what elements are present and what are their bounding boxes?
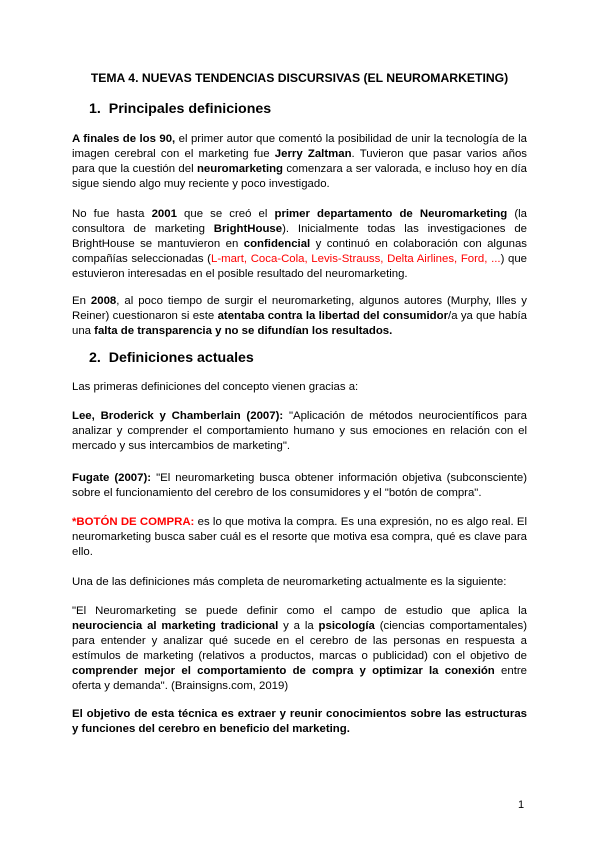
section-2-number: 2. (89, 350, 101, 366)
companies-list: L-mart, Coca-Cola, Levis-Strauss, Delta Airlines, Ford, ... (210, 253, 501, 266)
paragraph-finales-90: A finales de los 90, el primer autor que comentó la posibilidad de unir la tecnología de la imagen cerebral con el marketing fue Jerry Zaltman. Tuvieron que pasar varios años para que la cuestión del neuromarketing comenzara a ser valorada, e incluso hoy en día sigue siendo algo muy reciente y poco investigado. (72, 133, 527, 191)
paragraph-intro: Las primeras definiciones del concepto vienen gracias a: (72, 381, 359, 393)
paragraph-2008: En 2008, al poco tiempo de surgir el neuromarketing, algunos autores (Murphy, Illes y Reiner) cuestionaron si este atentaba contra la libertad del consumidor/a ya que había una falta de transparencia y no se difundían los resultados. (72, 295, 527, 338)
section-1-number: 1. (89, 101, 101, 117)
document-page (72, 0, 527, 848)
paragraph-2001: No fue hasta 2001 que se creó el primer departamento de Neuromarketing (la consultora de marketing BrightHouse). Inicialmente todas las investigaciones de BrightHouse se mantuvieron en confidencial y continuó en colaboración con algunas compañías seleccionadas (L-mart, Coca-Cola, Levis-Strauss, Delta Airlines, Ford, ...) que estuvieron interesadas en el posible resultado del neuromarketing. (72, 208, 528, 281)
page-number: 1 (518, 799, 525, 811)
page-title: TEMA 4. NUEVAS TENDENCIAS DISCURSIVAS (EL NEUROMARKETING) (90, 71, 509, 85)
section-1-heading (89, 101, 271, 117)
quote-brainsigns: "El Neuromarketing se puede definir como el campo de estudio que aplica la neurociencia al marketing tradicional y a la psicología (ciencias comportamentales) para entender y analizar qué sucede en el cerebro de las personas en respuesta a estímulos de marketing (relativos a productos, marcas o publicidad) con el objetivo de comprender mejor el comportamiento de compra y optimizar la conexión entre oferta y demanda". (Brainsigns.com, 2019) (72, 605, 527, 693)
section-1-title: Principales definiciones (108, 101, 272, 117)
note-boton-de-compra: *BOTÓN DE COMPRA: es lo que motiva la compra. Es una expresión, no es algo real. El neuromarketing busca saber cuál es el resorte que motiva esa compra, qué es clave para ello. (72, 516, 528, 559)
definition-lee: Lee, Broderick y Chamberlain (2007): "Aplicación de métodos neurocientíficos para analizar y comprender el comportamiento humano y sus emociones en relación con el mercado y sus intercambios de marketing". (72, 410, 527, 453)
section-2-heading (89, 350, 254, 366)
paragraph-una-definicion: Una de las definiciones más completa de neuromarketing actualmente es la siguiente: (72, 576, 507, 588)
section-2-title: Definiciones actuales (108, 350, 254, 366)
definition-fugate: Fugate (2007): "El neuromarketing busca obtener información objetiva (subconsciente) sobre el funcionamiento del cerebro de los consumidores y el "botón de compra". (72, 472, 527, 500)
paragraph-objetivo: El objetivo de esta técnica es extraer y reunir conocimientos sobre las estructuras y funciones del cerebro en beneficio del marketing. (72, 708, 527, 736)
